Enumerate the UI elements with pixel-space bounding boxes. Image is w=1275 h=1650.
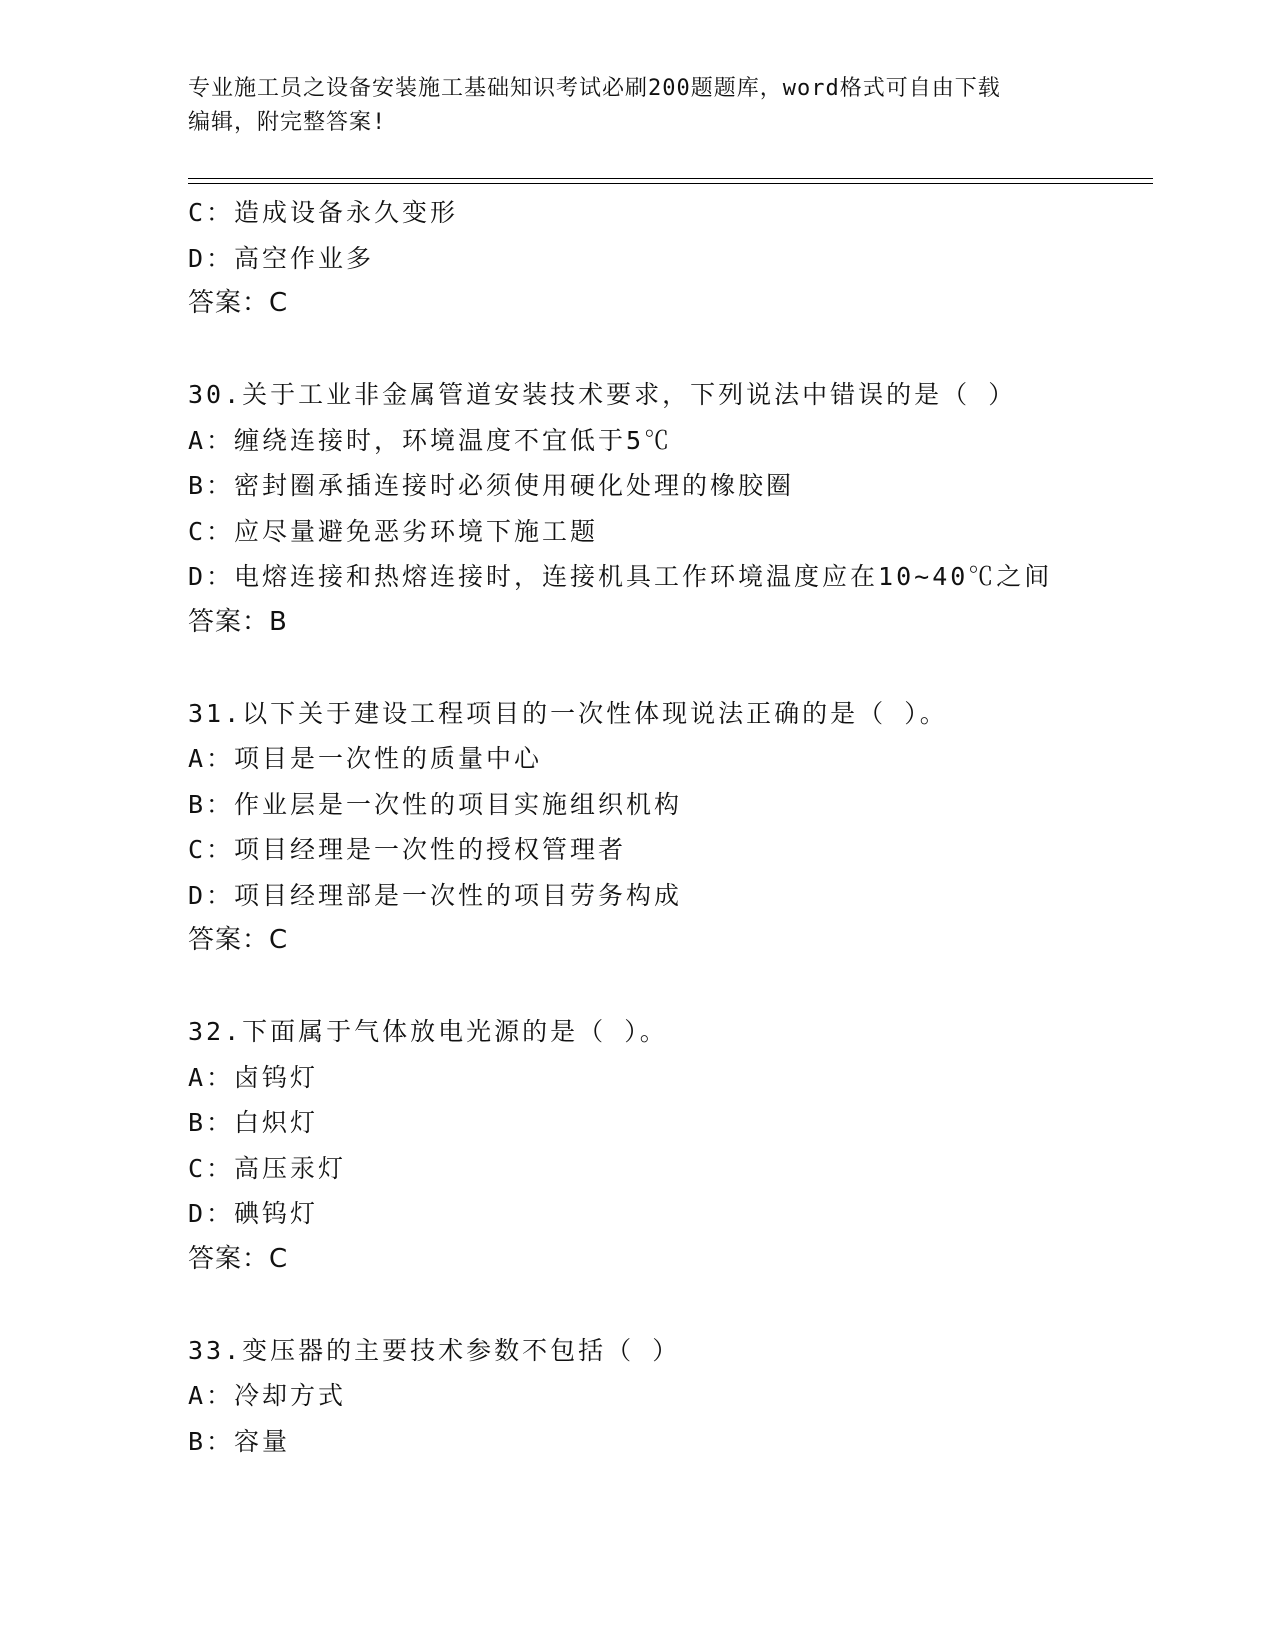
option-b: B：容量 <box>188 1426 291 1456</box>
option-a: A：项目是一次性的质量中心 <box>188 744 543 773</box>
header-divider-bottom <box>188 183 1153 184</box>
answer-line: 答案：B <box>188 606 288 637</box>
option-c: C：造成设备永久变形 <box>188 198 459 227</box>
option-b: B：白炽灯 <box>188 1108 319 1137</box>
header-line-2: 编辑，附完整答案! <box>188 110 387 135</box>
option-c: C：应尽量避免恶劣环境下施工题 <box>188 516 599 546</box>
answer-line: 答案：C <box>188 288 289 318</box>
answer-line: 答案：C <box>188 1243 289 1274</box>
option-b: B：作业层是一次性的项目实施组织机构 <box>188 789 683 819</box>
option-c: C：高压汞灯 <box>188 1153 347 1183</box>
option-a: A：卤钨灯 <box>188 1062 319 1092</box>
answer-line: 答案：C <box>188 925 289 955</box>
header-line-1: 专业施工员之设备安装施工基础知识考试必刷200题题库，word格式可自由下载 <box>188 76 1001 101</box>
question-stem: 31.以下关于建设工程项目的一次性体现说法正确的是（ ）。 <box>188 698 948 728</box>
option-a: A：冷却方式 <box>188 1381 347 1410</box>
question-32 <box>188 1009 1148 1282</box>
question-stem: 33.变压器的主要技术参数不包括（ ） <box>188 1335 681 1365</box>
spacer <box>188 964 1148 1010</box>
option-d: D：碘钨灯 <box>188 1199 319 1228</box>
spacer <box>188 645 1148 691</box>
document-header <box>188 72 1088 140</box>
question-31 <box>188 691 1148 964</box>
question-stem: 32.下面属于气体放电光源的是（ ）。 <box>188 1017 668 1046</box>
question-stem: 30.关于工业非金属管道安装技术要求，下列说法中错误的是（ ） <box>188 380 1017 409</box>
question-list <box>188 190 1148 1464</box>
option-c: C：项目经理是一次性的授权管理者 <box>188 835 627 864</box>
option-d: D：高空作业多 <box>188 243 375 273</box>
header-divider-top <box>188 178 1153 179</box>
question-30 <box>188 372 1148 645</box>
option-a: A：缠绕连接时，环境温度不宜低于5℃ <box>188 425 673 455</box>
option-d: D：项目经理部是一次性的项目劳务构成 <box>188 880 683 910</box>
question-33 <box>188 1328 1148 1465</box>
question-fragment <box>188 190 1148 327</box>
spacer <box>188 327 1148 373</box>
spacer <box>188 1282 1148 1328</box>
option-b: B：密封圈承插连接时必须使用硬化处理的橡胶圈 <box>188 471 795 500</box>
option-d: D：电熔连接和热熔连接时，连接机具工作环境温度应在10~40℃之间 <box>188 562 1053 591</box>
